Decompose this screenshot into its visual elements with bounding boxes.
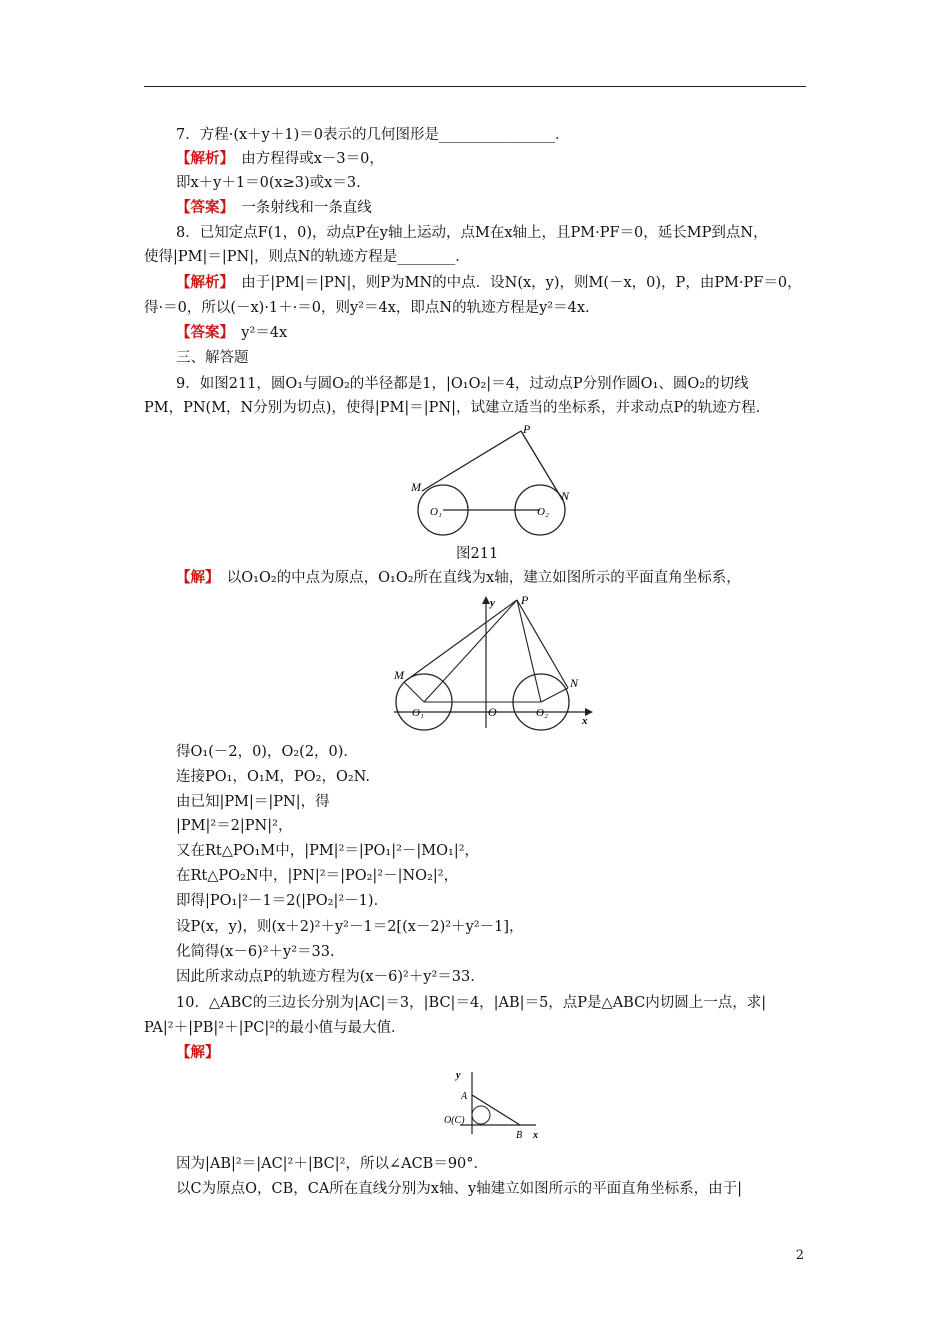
q9-step-4: |PM|²＝2|PN|²，	[176, 818, 293, 834]
q9-step-10: 因此所求动点P的轨迹方程为(x－6)²＋y²＝33.	[176, 969, 475, 985]
figure-triangle	[440, 1068, 550, 1143]
q7-question: 7．方程·(x＋y＋1)＝0表示的几何图形是________________．	[176, 127, 570, 143]
segment-po2	[517, 600, 541, 702]
figure-211-caption: 图211	[456, 546, 499, 562]
label-origin: O	[488, 705, 497, 719]
q9-step-6: 在Rt△PO₂N中，|PN|²＝|PO₂|²－|NO₂|²，	[176, 868, 459, 884]
q7-answer-text: 一条射线和一条直线	[226, 200, 372, 216]
q7-line3: 即x＋y＋1＝0(x≥3)或x＝3.	[176, 175, 361, 191]
label-m: M	[411, 480, 421, 494]
q10-question-line2: PA|²＋|PB|²＋|PC|²的最小值与最大值．	[144, 1020, 406, 1036]
q8-answer-tag: 【答案】	[176, 324, 227, 341]
q7-analysis	[176, 148, 384, 170]
q10-question-line1: 10．△ABC的三边长分别为|AC|＝3，|BC|＝4，|AB|＝5，点P是△ABC内切圆上一点，求|	[176, 995, 767, 1011]
q8-answer-text: y²＝4x	[226, 325, 288, 341]
q9-step-9: 化简得(x－6)²＋y²＝33.	[176, 944, 335, 960]
label-y: y	[456, 1070, 461, 1081]
q8-answer	[176, 322, 287, 344]
q9-question-line2: PM，PN(M，N分别为切点)，使得|PM|＝|PN|，试建立适当的坐标系，并求动点P的轨迹方程．	[144, 400, 771, 416]
tangent-pm	[404, 600, 517, 682]
label-b: B	[516, 1130, 523, 1141]
label-x: x	[533, 1130, 538, 1141]
tangent-pm	[422, 431, 521, 491]
q10-solution-tag	[176, 1042, 220, 1064]
label-x: x	[582, 715, 588, 727]
q9-step-8: 设P(x，y)，则(x＋2)²＋y²－1＝2[(x－2)²＋y²－1]，	[176, 919, 524, 935]
q9-step-7: 即得|PO₁|²－1＝2(|PO₂|²－1)．	[176, 893, 389, 909]
q8-question-line2: 使得|PM|＝|PN|，则点N的轨迹方程是________．	[144, 249, 470, 265]
header-rule	[144, 86, 806, 87]
page-number: 2	[795, 1248, 804, 1263]
q8-analysis	[176, 272, 802, 294]
q7-analysis-text: 由方程得或x－3＝0，	[226, 151, 384, 167]
q7-answer	[176, 197, 372, 219]
hypotenuse-ab	[472, 1095, 520, 1125]
label-n: N	[570, 676, 579, 690]
label-y: y	[490, 597, 495, 609]
q9-step-3: 由已知|PM|＝|PN|，得	[176, 794, 330, 810]
figure-coordinate-system	[390, 592, 595, 732]
q10-solution-tag-text: 【解】	[176, 1044, 220, 1061]
q9-solution-tag: 【解】	[176, 569, 213, 586]
label-o1: O₁	[430, 506, 442, 518]
label-oc: O(C)	[444, 1115, 465, 1126]
q10-line2: 以C为原点O，CB，CA所在直线分别为x轴、y轴建立如图所示的平面直角坐标系，由于|	[176, 1181, 743, 1197]
label-o2: O₂	[537, 506, 549, 518]
q9-question-line1: 9．如图211，圆O₁与圆O₂的半径都是1，|O₁O₂|＝4，过动点P分别作圆O₁、圆O₂的切线	[176, 376, 749, 392]
figure-211	[405, 420, 585, 540]
q9-step-5: 又在Rt△PO₁M中，|PM|²＝|PO₁|²－|MO₁|²，	[176, 843, 480, 859]
q7-analysis-tag: 【解析】	[176, 150, 227, 167]
tangent-pn	[517, 600, 568, 688]
q8-analysis-line2: 得·＝0，所以(－x)·1＋·＝0，则y²＝4x，即点N的轨迹方程是y²＝4x.	[144, 300, 590, 316]
label-o2: O₂	[536, 707, 548, 719]
y-axis-arrow	[482, 596, 490, 604]
q8-analysis-tag: 【解析】	[176, 274, 227, 291]
label-o1: O₁	[412, 707, 424, 719]
q9-step-1: 得O₁(－2，0)，O₂(2，0)．	[176, 744, 358, 760]
segment-o2n	[541, 688, 568, 702]
q7-answer-tag: 【答案】	[176, 199, 227, 216]
segment-po1	[424, 600, 517, 702]
q9-solution-intro-text: 以O₁O₂的中点为原点，O₁O₂所在直线为x轴，建立如图所示的平面直角坐标系，	[212, 570, 741, 586]
section-heading: 三、解答题	[176, 350, 249, 366]
q10-line1: 因为|AB|²＝|AC|²＋|BC|²，所以∠ACB＝90°．	[176, 1156, 489, 1172]
q8-analysis-line1: 由于|PM|＝|PN|，则P为MN的中点．设N(x，y)，则M(－x，0)，P，由PM·PF＝0，	[226, 275, 802, 291]
label-m: M	[394, 668, 404, 682]
segment-o1m	[404, 682, 424, 702]
label-n: N	[561, 489, 570, 503]
label-p: P	[523, 422, 531, 436]
q9-step-2: 连接PO₁，O₁M，PO₂，O₂N.	[176, 769, 371, 785]
q9-solution-intro	[176, 567, 741, 589]
incircle	[472, 1106, 490, 1124]
q8-question-line1: 8．已知定点F(1，0)，动点P在y轴上运动，点M在x轴上，且PM·PF＝0，延长MP到点N，	[176, 225, 768, 241]
label-p: P	[521, 593, 529, 607]
label-a: A	[461, 1091, 468, 1102]
